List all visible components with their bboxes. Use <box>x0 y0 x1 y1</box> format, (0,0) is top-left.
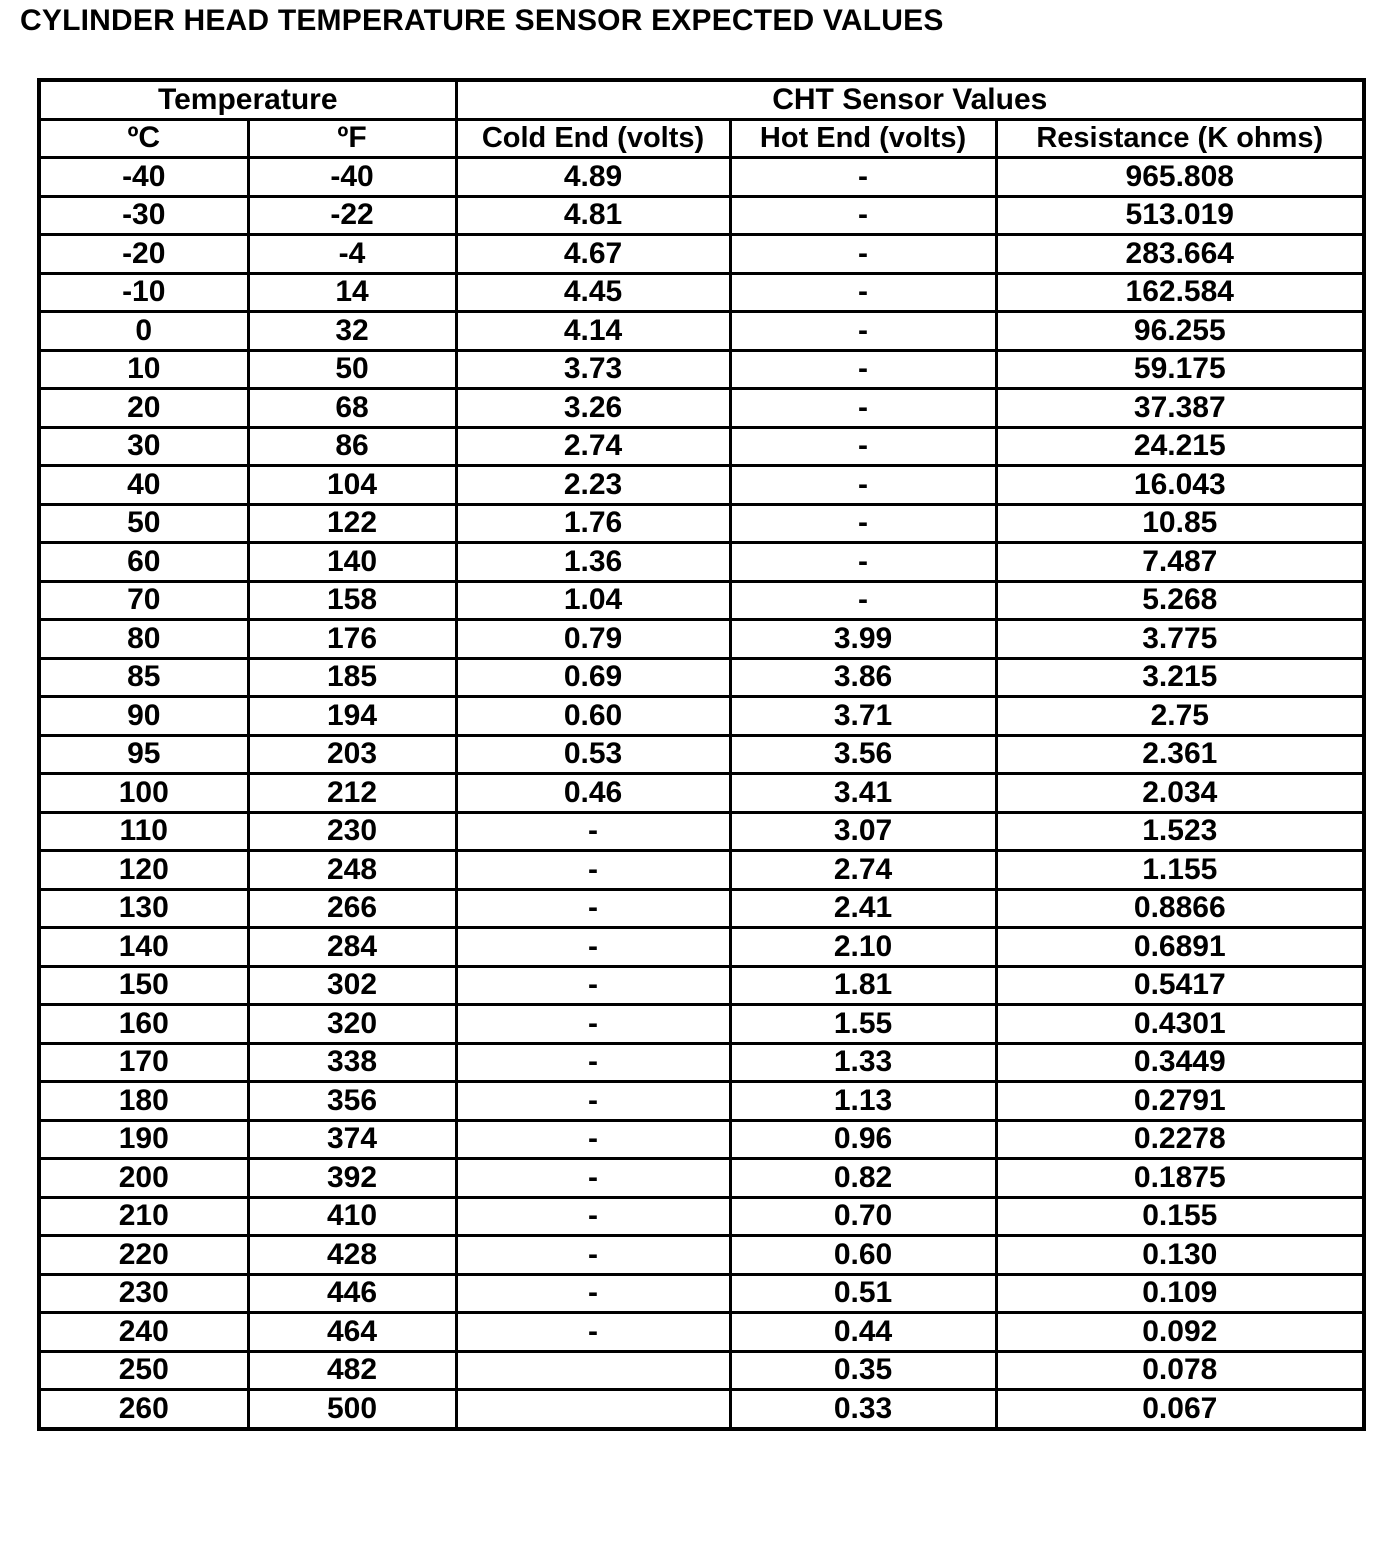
hot-end-cell: - <box>730 466 996 505</box>
resistance-cell: 59.175 <box>996 350 1364 389</box>
cold-end-cell: 1.04 <box>456 581 730 620</box>
celsius-cell: 160 <box>39 1005 248 1044</box>
fahrenheit-cell: 356 <box>248 1082 456 1121</box>
hot-end-cell: - <box>730 581 996 620</box>
fahrenheit-cell: -4 <box>248 235 456 274</box>
hot-end-cell: 3.41 <box>730 774 996 813</box>
hot-end-cell: 2.10 <box>730 928 996 967</box>
resistance-cell: 0.2278 <box>996 1120 1364 1159</box>
cold-end-cell: - <box>456 1159 730 1198</box>
table-row <box>39 1159 1364 1198</box>
fahrenheit-cell: 185 <box>248 658 456 697</box>
cht-values-table <box>37 78 1366 1431</box>
cold-end-cell: 3.73 <box>456 350 730 389</box>
fahrenheit-cell: 104 <box>248 466 456 505</box>
celsius-cell: 50 <box>39 504 248 543</box>
cold-end-cell: 0.79 <box>456 620 730 659</box>
resistance-cell: 513.019 <box>996 196 1364 235</box>
fahrenheit-cell: 230 <box>248 812 456 851</box>
celsius-cell: 10 <box>39 350 248 389</box>
celsius-cell: 190 <box>39 1120 248 1159</box>
resistance-cell: 162.584 <box>996 273 1364 312</box>
table-row <box>39 543 1364 582</box>
table-row <box>39 1120 1364 1159</box>
table-row <box>39 312 1364 351</box>
celsius-cell: 240 <box>39 1313 248 1352</box>
celsius-cell: 100 <box>39 774 248 813</box>
celsius-cell: 150 <box>39 966 248 1005</box>
table-row <box>39 658 1364 697</box>
resistance-cell: 0.067 <box>996 1390 1364 1429</box>
cold-end-cell: - <box>456 1005 730 1044</box>
cold-end-cell: - <box>456 812 730 851</box>
hot-end-cell: - <box>730 158 996 197</box>
sensor-values-group-header: CHT Sensor Values <box>456 80 1364 119</box>
resistance-cell: 2.361 <box>996 735 1364 774</box>
cold-end-cell: 3.26 <box>456 389 730 428</box>
table-row <box>39 1313 1364 1352</box>
celsius-cell: 20 <box>39 389 248 428</box>
table-row <box>39 774 1364 813</box>
fahrenheit-cell: 176 <box>248 620 456 659</box>
table-row <box>39 1197 1364 1236</box>
table-row <box>39 235 1364 274</box>
cold-end-column-header: Cold End (volts) <box>456 119 730 158</box>
cold-end-cell <box>456 1351 730 1390</box>
celsius-cell: 85 <box>39 658 248 697</box>
resistance-cell: 7.487 <box>996 543 1364 582</box>
hot-end-cell: 0.33 <box>730 1390 996 1429</box>
hot-end-cell: - <box>730 273 996 312</box>
hot-end-cell: 1.81 <box>730 966 996 1005</box>
celsius-cell: 120 <box>39 851 248 890</box>
page-title: CYLINDER HEAD TEMPERATURE SENSOR EXPECTED VALUES <box>20 4 944 37</box>
hot-end-cell: 3.07 <box>730 812 996 851</box>
cold-end-cell: - <box>456 966 730 1005</box>
hot-end-cell: 2.74 <box>730 851 996 890</box>
celsius-cell: -40 <box>39 158 248 197</box>
hot-end-cell: 0.96 <box>730 1120 996 1159</box>
cold-end-cell: 4.45 <box>456 273 730 312</box>
fahrenheit-column-header: ºF <box>248 119 456 158</box>
fahrenheit-cell: 50 <box>248 350 456 389</box>
fahrenheit-cell: 410 <box>248 1197 456 1236</box>
celsius-cell: 250 <box>39 1351 248 1390</box>
cold-end-cell: - <box>456 1313 730 1352</box>
resistance-cell: 0.155 <box>996 1197 1364 1236</box>
celsius-cell: 200 <box>39 1159 248 1198</box>
fahrenheit-cell: 428 <box>248 1236 456 1275</box>
celsius-cell: 70 <box>39 581 248 620</box>
temperature-group-header: Temperature <box>39 80 456 119</box>
celsius-cell: 140 <box>39 928 248 967</box>
column-header-row <box>39 119 1364 158</box>
resistance-column-header: Resistance (K ohms) <box>996 119 1364 158</box>
table-row <box>39 1351 1364 1390</box>
table-row <box>39 1005 1364 1044</box>
cold-end-cell: - <box>456 1236 730 1275</box>
celsius-cell: 40 <box>39 466 248 505</box>
hot-end-cell: 1.13 <box>730 1082 996 1121</box>
table-row <box>39 812 1364 851</box>
fahrenheit-cell: 86 <box>248 427 456 466</box>
fahrenheit-cell: 374 <box>248 1120 456 1159</box>
cold-end-cell: 0.53 <box>456 735 730 774</box>
hot-end-cell: 3.99 <box>730 620 996 659</box>
celsius-cell: 80 <box>39 620 248 659</box>
table-body <box>39 158 1364 1429</box>
cold-end-cell: 4.81 <box>456 196 730 235</box>
fahrenheit-cell: 392 <box>248 1159 456 1198</box>
fahrenheit-cell: 482 <box>248 1351 456 1390</box>
fahrenheit-cell: 266 <box>248 889 456 928</box>
hot-end-cell: 1.33 <box>730 1043 996 1082</box>
celsius-cell: 210 <box>39 1197 248 1236</box>
resistance-cell: 0.4301 <box>996 1005 1364 1044</box>
fahrenheit-cell: 446 <box>248 1274 456 1313</box>
cold-end-cell: 4.67 <box>456 235 730 274</box>
resistance-cell: 37.387 <box>996 389 1364 428</box>
celsius-cell: -20 <box>39 235 248 274</box>
table-row <box>39 1043 1364 1082</box>
resistance-cell: 10.85 <box>996 504 1364 543</box>
celsius-cell: 90 <box>39 697 248 736</box>
fahrenheit-cell: 500 <box>248 1390 456 1429</box>
hot-end-cell: 3.86 <box>730 658 996 697</box>
resistance-cell: 24.215 <box>996 427 1364 466</box>
fahrenheit-cell: 338 <box>248 1043 456 1082</box>
fahrenheit-cell: 68 <box>248 389 456 428</box>
cold-end-cell: 2.23 <box>456 466 730 505</box>
cold-end-cell: 0.46 <box>456 774 730 813</box>
fahrenheit-cell: 248 <box>248 851 456 890</box>
fahrenheit-cell: -22 <box>248 196 456 235</box>
fahrenheit-cell: 122 <box>248 504 456 543</box>
celsius-cell: 260 <box>39 1390 248 1429</box>
hot-end-cell: - <box>730 196 996 235</box>
resistance-cell: 3.775 <box>996 620 1364 659</box>
fahrenheit-cell: 284 <box>248 928 456 967</box>
fahrenheit-cell: 320 <box>248 1005 456 1044</box>
cold-end-cell: 1.76 <box>456 504 730 543</box>
hot-end-column-header: Hot End (volts) <box>730 119 996 158</box>
celsius-cell: 170 <box>39 1043 248 1082</box>
resistance-cell: 0.3449 <box>996 1043 1364 1082</box>
resistance-cell: 965.808 <box>996 158 1364 197</box>
table-row <box>39 851 1364 890</box>
celsius-cell: -30 <box>39 196 248 235</box>
resistance-cell: 2.75 <box>996 697 1364 736</box>
table-row <box>39 1236 1364 1275</box>
resistance-cell: 0.078 <box>996 1351 1364 1390</box>
cold-end-cell: - <box>456 889 730 928</box>
hot-end-cell: - <box>730 504 996 543</box>
cold-end-cell: - <box>456 1082 730 1121</box>
table-row <box>39 581 1364 620</box>
table-row <box>39 735 1364 774</box>
cold-end-cell: - <box>456 1197 730 1236</box>
table-row <box>39 273 1364 312</box>
hot-end-cell: 0.60 <box>730 1236 996 1275</box>
cold-end-cell: 0.60 <box>456 697 730 736</box>
celsius-cell: -10 <box>39 273 248 312</box>
resistance-cell: 3.215 <box>996 658 1364 697</box>
resistance-cell: 0.1875 <box>996 1159 1364 1198</box>
resistance-cell: 0.8866 <box>996 889 1364 928</box>
celsius-cell: 0 <box>39 312 248 351</box>
cold-end-cell: - <box>456 1274 730 1313</box>
hot-end-cell: 0.51 <box>730 1274 996 1313</box>
table-row <box>39 889 1364 928</box>
celsius-cell: 95 <box>39 735 248 774</box>
celsius-cell: 110 <box>39 812 248 851</box>
hot-end-cell: 0.35 <box>730 1351 996 1390</box>
resistance-cell: 0.092 <box>996 1313 1364 1352</box>
fahrenheit-cell: -40 <box>248 158 456 197</box>
fahrenheit-cell: 203 <box>248 735 456 774</box>
cold-end-cell: - <box>456 851 730 890</box>
hot-end-cell: 0.44 <box>730 1313 996 1352</box>
table-row <box>39 1390 1364 1429</box>
table-row <box>39 504 1364 543</box>
celsius-cell: 180 <box>39 1082 248 1121</box>
resistance-cell: 0.109 <box>996 1274 1364 1313</box>
fahrenheit-cell: 158 <box>248 581 456 620</box>
celsius-cell: 230 <box>39 1274 248 1313</box>
hot-end-cell: - <box>730 543 996 582</box>
celsius-cell: 30 <box>39 427 248 466</box>
fahrenheit-cell: 32 <box>248 312 456 351</box>
celsius-cell: 60 <box>39 543 248 582</box>
resistance-cell: 0.2791 <box>996 1082 1364 1121</box>
group-header-row <box>39 80 1364 119</box>
table-header <box>39 80 1364 158</box>
hot-end-cell: - <box>730 312 996 351</box>
table-row <box>39 389 1364 428</box>
table-row <box>39 466 1364 505</box>
table-row <box>39 1082 1364 1121</box>
table-row <box>39 697 1364 736</box>
celsius-column-header: ºC <box>39 119 248 158</box>
fahrenheit-cell: 140 <box>248 543 456 582</box>
cold-end-cell: - <box>456 1043 730 1082</box>
resistance-cell: 0.130 <box>996 1236 1364 1275</box>
cold-end-cell: 4.89 <box>456 158 730 197</box>
resistance-cell: 1.155 <box>996 851 1364 890</box>
hot-end-cell: - <box>730 389 996 428</box>
hot-end-cell: 3.71 <box>730 697 996 736</box>
hot-end-cell: 2.41 <box>730 889 996 928</box>
table-row <box>39 928 1364 967</box>
cold-end-cell: 0.69 <box>456 658 730 697</box>
hot-end-cell: - <box>730 350 996 389</box>
fahrenheit-cell: 212 <box>248 774 456 813</box>
resistance-cell: 0.5417 <box>996 966 1364 1005</box>
cold-end-cell: 4.14 <box>456 312 730 351</box>
fahrenheit-cell: 464 <box>248 1313 456 1352</box>
hot-end-cell: - <box>730 235 996 274</box>
fahrenheit-cell: 14 <box>248 273 456 312</box>
resistance-cell: 2.034 <box>996 774 1364 813</box>
fahrenheit-cell: 302 <box>248 966 456 1005</box>
resistance-cell: 96.255 <box>996 312 1364 351</box>
cold-end-cell <box>456 1390 730 1429</box>
resistance-cell: 283.664 <box>996 235 1364 274</box>
hot-end-cell: 0.70 <box>730 1197 996 1236</box>
hot-end-cell: 1.55 <box>730 1005 996 1044</box>
table-row <box>39 1274 1364 1313</box>
resistance-cell: 0.6891 <box>996 928 1364 967</box>
resistance-cell: 5.268 <box>996 581 1364 620</box>
celsius-cell: 130 <box>39 889 248 928</box>
resistance-cell: 16.043 <box>996 466 1364 505</box>
table-row <box>39 427 1364 466</box>
table-row <box>39 620 1364 659</box>
table-row <box>39 196 1364 235</box>
cold-end-cell: 2.74 <box>456 427 730 466</box>
table-row <box>39 158 1364 197</box>
table-row <box>39 966 1364 1005</box>
cold-end-cell: - <box>456 1120 730 1159</box>
fahrenheit-cell: 194 <box>248 697 456 736</box>
hot-end-cell: 0.82 <box>730 1159 996 1198</box>
resistance-cell: 1.523 <box>996 812 1364 851</box>
cold-end-cell: - <box>456 928 730 967</box>
hot-end-cell: - <box>730 427 996 466</box>
celsius-cell: 220 <box>39 1236 248 1275</box>
hot-end-cell: 3.56 <box>730 735 996 774</box>
cold-end-cell: 1.36 <box>456 543 730 582</box>
table-row <box>39 350 1364 389</box>
